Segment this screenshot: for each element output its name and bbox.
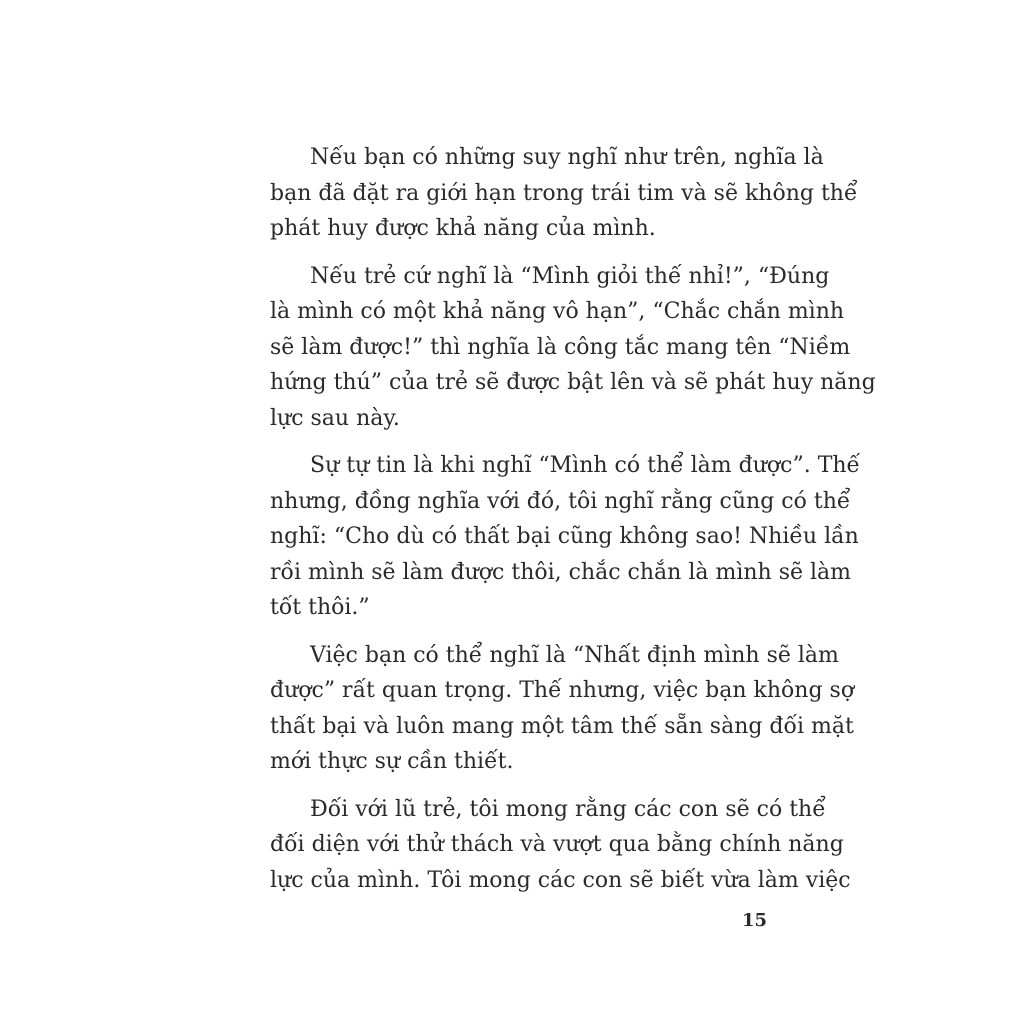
paragraph-4 (270, 638, 855, 780)
text-line: sẽ làm được!” thì nghĩa là công tắc mang tên “Niềm (270, 334, 851, 360)
paragraph-5 (270, 792, 851, 899)
text-line: Nếu bạn có những suy nghĩ như trên, nghĩa là (310, 145, 824, 170)
text-line: tốt thôi.” (270, 595, 370, 620)
text-line: bạn đã đặt ra giới hạn trong trái tim và sẽ không thể (270, 180, 858, 206)
text-line: là mình có một khả năng vô hạn”, “Chắc chắn mình (270, 299, 845, 324)
text-line: lực sau này. (270, 405, 400, 431)
paragraph-2 (270, 259, 876, 437)
text-line: được” rất quan trọng. Thế nhưng, việc bạn không sợ (270, 678, 855, 703)
text-line: thất bại và luôn mang một tâm thế sẵn sàng đối mặt (270, 713, 854, 739)
text-line: nghĩ: “Cho dù có thất bại cũng không sao! Nhiều lần (270, 524, 859, 549)
text-line: Nếu trẻ cứ nghĩ là “Mình giỏi thế nhỉ!”, “Đúng (310, 263, 830, 289)
text-line: Đối với lũ trẻ, tôi mong rằng các con sẽ có thể (310, 796, 826, 822)
text-line: hứng thú” của trẻ sẽ được bật lên và sẽ phát huy năng (270, 370, 876, 395)
text-line: lực của mình. Tôi mong các con sẽ biết vừa làm việc (270, 867, 851, 893)
text-line: rồi mình sẽ làm được thôi, chắc chắn là mình sẽ làm (270, 559, 852, 585)
page-number: 15 (742, 910, 768, 931)
body-text (270, 140, 876, 910)
text-line: nhưng, đồng nghĩa với đó, tôi nghĩ rằng cũng có thể (270, 488, 851, 514)
text-line: đối diện với thử thách và vượt qua bằng chính năng (270, 832, 844, 857)
text-line: Sự tự tin là khi nghĩ “Mình có thể làm được”. Thế (310, 453, 861, 478)
text-line: Việc bạn có thể nghĩ là “Nhất định mình sẽ làm (310, 642, 839, 668)
paragraph-3 (270, 448, 861, 626)
text-line: phát huy được khả năng của mình. (270, 216, 656, 241)
text-line: mới thực sự cần thiết. (270, 749, 514, 774)
paragraph-1 (270, 140, 858, 247)
